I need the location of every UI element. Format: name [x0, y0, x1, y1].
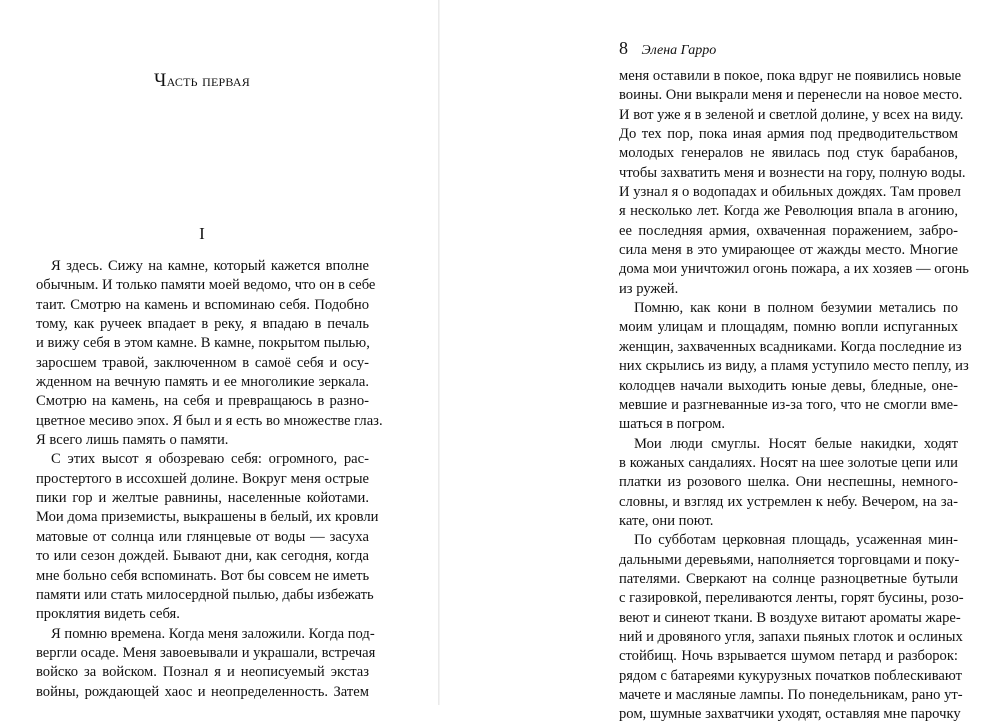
text-line: цветное месиво эпох. Я был и я есть во множестве глаз. — [36, 412, 383, 429]
text-line: И вот уже я в зеленой и светлой долине, у всех на виду. — [619, 106, 964, 123]
text-line: веют и синеют ткани. В воздухе витают ароматы жаре- — [619, 609, 961, 626]
right-page — [440, 0, 1000, 723]
text-line: них скрылись из виду, а пламя уступило место пеплу, из — [619, 358, 969, 375]
text-line: проклятия видеть себя. — [36, 606, 180, 623]
text-line: С этих высот я обозреваю себя: огромного, рас- — [51, 451, 369, 468]
text-line: мне больно себя вспоминать. Вот бы совсем не иметь — [36, 567, 370, 584]
text-line: мевшие и разгневанные из-за того, что не смогли вме- — [619, 396, 958, 413]
text-line: рядом с батареями кукурузных початков поблескивают — [619, 667, 962, 684]
running-header — [619, 38, 958, 59]
text-line: ний и дровяного угля, запахи пьяных глоток и ослиных — [619, 628, 963, 645]
text-line: войско за войском. Познал я и неописуемый экстаз — [36, 664, 369, 681]
text-line: моим улицам и площадям, помню вопли испуганных — [619, 319, 958, 336]
left-page-text — [36, 257, 383, 702]
text-line: пателями. Сверкают на солнце разноцветные бутыли — [619, 570, 958, 587]
part-title-rest: асть первая — [166, 71, 250, 90]
text-line: И узнал я о водопадах и обильных дождях. Там провел — [619, 184, 961, 201]
text-line: По субботам церковная площадь, усаженная мин- — [634, 532, 958, 549]
text-line: вергли осаде. Меня завоевывали и украшали, встречая — [36, 644, 376, 661]
text-line: таит. Смотрю на камень и вспоминаю себя. Подобно — [36, 296, 369, 313]
text-line: в кожаных сандалиях. Носят на шее золотые цепи или — [619, 454, 958, 471]
text-line: то или сезон дождей. Бывают дни, как сегодня, когда — [36, 548, 369, 565]
page-number: 8 — [619, 38, 628, 58]
text-line: заросшем травой, заключенном в самоё себя и осу- — [36, 354, 369, 371]
right-page-text — [619, 67, 969, 725]
text-line: дома мои уничтожил огонь пожара, а их хозяев — огонь — [619, 261, 969, 278]
text-line: Я всего лишь память о памяти. — [36, 432, 229, 449]
text-line: мачете и масляные лампы. По понедельникам, рано ут- — [619, 687, 963, 703]
text-line: войны, рождающей хаос и неопределенность. Затем — [36, 683, 369, 700]
text-line: Мои дома приземисты, выкрашены в белый, их кровли — [36, 509, 379, 526]
text-line: женщин, захваченных всадниками. Когда последние из — [619, 338, 962, 355]
part-title — [0, 70, 404, 92]
text-line: колодцев начали выходить юные девы, бледные, оне- — [619, 377, 958, 394]
text-line: из ружей. — [619, 280, 679, 297]
text-line: Я помню времена. Когда меня заложили. Когда под- — [51, 625, 375, 642]
text-line: я несколько лет. Когда же Революция впала в агонию, — [619, 203, 958, 220]
part-title-initial: Ч — [154, 70, 167, 91]
text-line: ее последняя армия, охваченная поражением, забро- — [619, 222, 958, 239]
text-line: простертого в иссохшей долине. Вокруг меня острые — [36, 470, 369, 487]
text-line: стойбищ. Ночь взрывается шумом петард и разборок: — [619, 648, 958, 665]
text-line: памяти или стать милосердной пылью, дабы избежать — [36, 586, 374, 603]
text-line: чтобы захватить меня и вознести на гору, полную воды. — [619, 164, 966, 181]
text-line: меня оставили в покое, пока вдруг не появились новые — [619, 68, 962, 84]
text-line: До тех пор, пока иная армия под предводительством — [619, 126, 958, 143]
text-line: тому, как ручеек впадает в реку, я впадаю в печаль — [36, 316, 369, 333]
text-line: словны, и взгляд их устремлен к небу. Вечером, на за- — [619, 493, 958, 510]
text-line: обычным. И только памяти моей ведомо, что он в себе — [36, 277, 376, 294]
text-line: кате, они поют. — [619, 512, 714, 529]
text-line: Помню, как кони в полном безумии метались по — [634, 300, 958, 317]
text-line: шаться в погром. — [619, 416, 726, 433]
text-line: ром, шумные захватчики уходят, оставляя мне парочку — [619, 706, 961, 723]
text-line: платки из розового шелка. Они неспешны, немного- — [619, 474, 958, 491]
text-line: Я здесь. Сижу на камне, который кажется вполне — [51, 258, 369, 274]
text-line: Смотрю на камень, на себя и превращаюсь в разно- — [36, 393, 369, 410]
running-header-author: Элена Гарро — [641, 43, 717, 58]
text-line: матовые от солнца или глянцевые от воды — засуха — [36, 528, 369, 545]
text-line: молодых генералов не явилась под стук барабанов, — [619, 145, 958, 162]
text-line: пики гор и желтые равнины, населенные койотами. — [36, 490, 369, 507]
text-line: дальными деревьями, наполняется торговцами и поку- — [619, 551, 960, 568]
text-line: жденном на вечную память и ее многоликие зеркала. — [36, 374, 369, 391]
text-line: воины. Они выкрали меня и перенесли на новое место. — [619, 87, 963, 104]
text-line: сила меня в это умирающее от жажды место. Многие — [619, 242, 958, 259]
text-line: с газировкой, переливаются ленты, горят бусины, розо- — [619, 590, 964, 607]
left-page — [0, 0, 438, 705]
chapter-number: I — [199, 224, 205, 243]
text-line: и вижу себя в этом камне. В камне, покрытом пылью, — [36, 335, 370, 352]
text-line: Мои люди смуглы. Носят белые накидки, ходят — [634, 435, 958, 452]
